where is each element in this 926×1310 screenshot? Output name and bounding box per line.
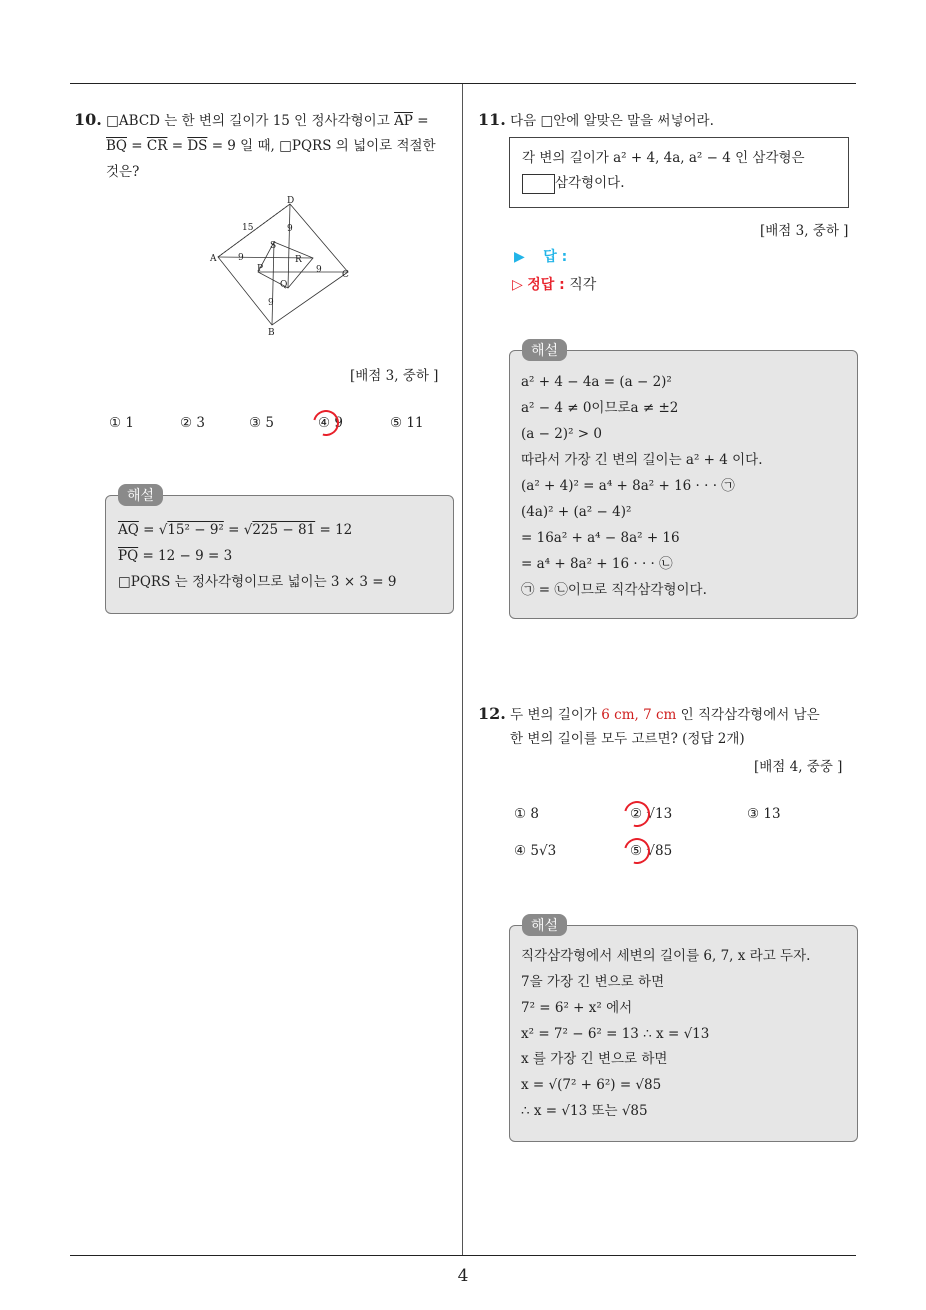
q10-text-2: = 9 일 때, □PQRS 의 넓이로 적절한: [211, 138, 436, 154]
label-b: B: [268, 328, 275, 338]
q10-number: 10.: [74, 110, 102, 129]
q12-answer-circle-icon-5: [619, 833, 655, 869]
q10-explanation-line-3: □PQRS 는 정사각형이므로 넓이는 3 × 3 = 9: [118, 574, 397, 590]
top-rule: [70, 83, 856, 84]
q10-explanation-tag: 해설: [118, 484, 163, 506]
q12-choice-1[interactable]: ① 8: [514, 806, 539, 822]
q11-exp-line-3: (a − 2)² > 0: [521, 426, 602, 442]
q11-exp-line-9: ㉠ = ㉡이므로 직각삼각형이다.: [521, 582, 707, 598]
label-c: C: [342, 270, 349, 280]
q11-blank-box[interactable]: [522, 174, 555, 194]
label-9-bq: 9: [268, 298, 274, 308]
q10-eq1: =: [131, 138, 143, 154]
answer-arrow-icon: ▶: [514, 249, 525, 265]
q10-line2: [106, 133, 436, 159]
q11-box-line2-text: 삼각형이다.: [555, 175, 625, 191]
q12-exp-line-5: x 를 가장 긴 변으로 하면: [521, 1051, 668, 1067]
q11-exp-line-5: (a² + 4)² = a⁴ + 8a² + 16 · · · ㉠: [521, 478, 735, 494]
column-divider: [462, 84, 463, 1256]
q12-choice-5[interactable]: ⑤ √85: [630, 843, 673, 859]
page-number: 4: [457, 1266, 469, 1286]
q12-len1: 6 cm,: [601, 707, 639, 723]
q10-exp-a: = √: [143, 522, 168, 538]
q11-exp-line-6: (4a)² + (a² − 4)²: [521, 504, 632, 520]
q10-choice-3[interactable]: ③ 5: [249, 415, 274, 431]
q10-exp-rad1: 15² − 9²: [167, 522, 224, 538]
q10-bq: $\overline{BQ}$: [106, 138, 127, 154]
q11-correct-answer: 직각: [569, 277, 597, 293]
q11-box-line1: 각 변의 길이가 a² + 4, 4a, a² − 4 인 삼각형은: [522, 150, 805, 166]
q10-choice-5[interactable]: ⑤ 11: [390, 415, 424, 431]
q11-exp-line-1: a² + 4 − 4a = (a − 2)²: [521, 374, 672, 390]
q10-choice-2[interactable]: ② 3: [180, 415, 205, 431]
q10-choice-4[interactable]: ④ 9: [318, 415, 343, 431]
q10-choice-1[interactable]: ① 1: [109, 415, 134, 431]
correct-arrow-icon: ▷: [512, 277, 523, 293]
q11-answer-row: [514, 246, 567, 266]
q10-eq2: =: [171, 138, 184, 154]
label-p: P: [257, 264, 264, 274]
q10-ds: $\overline{DS}$: [187, 138, 208, 154]
q12-text-1b: 인 직각삼각형에서 남은: [676, 707, 820, 723]
label-9-ap: 9: [238, 253, 244, 263]
label-9-cr: 9: [316, 265, 322, 275]
label-q: Q: [280, 280, 288, 290]
q10-exp-c: = 12: [315, 522, 353, 538]
label-r: R: [295, 255, 302, 265]
q10-ap: $\overline{AP}$: [394, 113, 413, 129]
q12-len2: 7 cm: [643, 707, 677, 723]
q10-exp-rad2: 225 − 81: [252, 522, 316, 538]
q12-choice-2[interactable]: ② √13: [630, 806, 673, 822]
q11-question: 다음 □안에 알맞은 말을 써넣어라.: [510, 113, 714, 129]
q10-text-1: □ABCD 는 한 변의 길이가 15 인 정사각형이고: [106, 113, 390, 129]
label-15: 15: [242, 223, 254, 233]
q12-exp-line-1: 직각삼각형에서 세변의 길이를 6, 7, x 라고 두자.: [521, 948, 811, 964]
q12-choice-3[interactable]: ③ 13: [747, 806, 781, 822]
q10-exp-aq: $\overline{AQ}$: [118, 522, 139, 538]
q10-answer-circle-icon: [308, 405, 344, 441]
q12-explanation-tag: 해설: [522, 914, 567, 936]
q11-exp-line-2: a² − 4 ≠ 0이므로a ≠ ±2: [521, 400, 679, 416]
q12-answer-circle-icon-2: [619, 796, 655, 832]
q11-score: [배점 3, 중하 ]: [760, 223, 849, 239]
q10-exp-2: = 12 − 9 = 3: [142, 548, 233, 564]
q11-exp-line-7: = 16a² + a⁴ − 8a² + 16: [521, 530, 680, 546]
q12-text-1a: 두 변의 길이가: [510, 707, 602, 723]
q11-line1: [478, 107, 714, 134]
q11-answer-label: 답 :: [543, 249, 568, 265]
q10-exp-pq: $\overline{PQ}$: [118, 548, 139, 564]
q12-exp-line-7: ∴ x = √13 또는 √85: [521, 1103, 648, 1119]
q11-correct-label: 정답 :: [527, 277, 565, 293]
q11-correct-row: [512, 274, 596, 294]
q11-exp-line-4: 따라서 가장 긴 변의 길이는 a² + 4 이다.: [521, 452, 763, 468]
q11-explanation-tag: 해설: [522, 339, 567, 361]
q12-exp-line-3: 7² = 6² + x² 에서: [521, 1000, 633, 1016]
q11-box-line2: [522, 173, 625, 194]
label-s: S: [270, 241, 277, 251]
q10-cr: $\overline{CR}$: [146, 138, 168, 154]
q12-exp-line-4: x² = 7² − 6² = 13 ∴ x = √13: [521, 1026, 710, 1042]
q12-score: [배점 4, 중중 ]: [754, 759, 843, 775]
label-9-ds: 9: [287, 224, 293, 234]
q11-exp-line-8: = a⁴ + 8a² + 16 · · · ㉡: [521, 556, 673, 572]
q10-explanation-line-1: [118, 520, 352, 540]
q11-number: 11.: [478, 110, 506, 129]
bottom-rule: [70, 1255, 856, 1256]
q10-eq: =: [417, 113, 429, 129]
q12-number: 12.: [478, 704, 506, 723]
q12-exp-line-2: 7을 가장 긴 변으로 하면: [521, 974, 665, 990]
q10-line1: [74, 107, 429, 134]
square-abcd: [218, 204, 348, 325]
q10-figure: [200, 192, 360, 338]
q12-line2: 한 변의 길이를 모두 고르면? (정답 2개): [510, 731, 745, 747]
label-a: A: [210, 254, 217, 264]
q10-exp-b: = √: [223, 522, 253, 538]
q12-exp-line-6: x = √(7² + 6²) = √85: [521, 1077, 662, 1093]
q10-score: [배점 3, 중하 ]: [350, 368, 439, 384]
label-d: D: [287, 196, 295, 206]
q10-line3: 것은?: [106, 164, 140, 180]
q12-choice-4[interactable]: ④ 5√3: [514, 843, 557, 859]
q12-line1: [478, 701, 820, 728]
q10-explanation-line-2: [118, 546, 232, 566]
